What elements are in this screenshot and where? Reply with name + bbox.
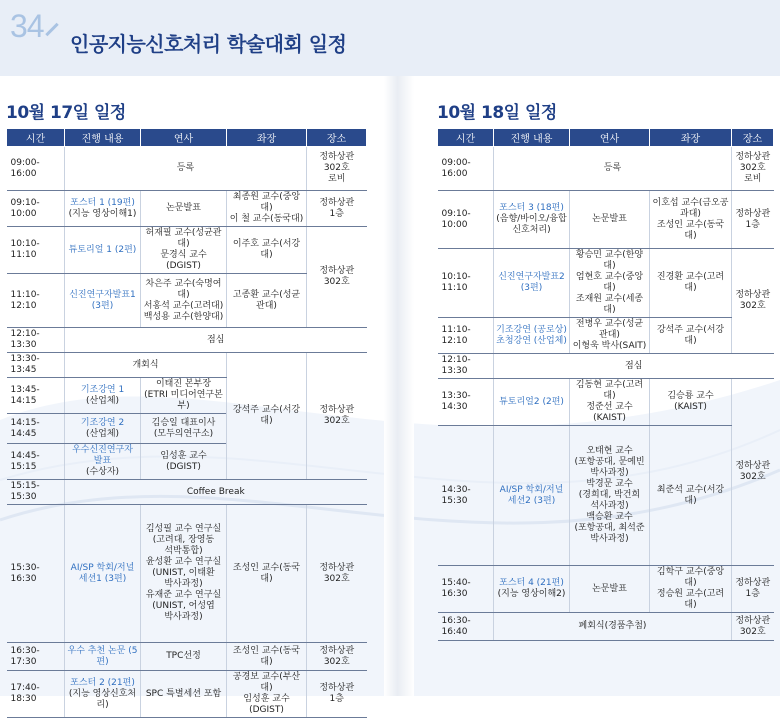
day1-title: 10월 17일 일정 — [6, 103, 126, 123]
time-cell: 14:45-15:15 — [7, 444, 65, 480]
table-row — [438, 379, 774, 426]
table-row — [7, 353, 367, 378]
time-cell: 15:30-16:30 — [7, 505, 65, 643]
session-subtitle: (산업체) — [85, 428, 120, 439]
speaker-cell: 논문발표 — [570, 566, 650, 613]
table-row — [438, 318, 774, 354]
session-cell: Coffee Break — [65, 480, 367, 505]
table-row — [7, 227, 367, 274]
column-header: 시간 — [7, 129, 65, 147]
session-cell: 등록 — [494, 147, 732, 191]
time-cell: 17:40-18:30 — [7, 671, 65, 718]
session-cell — [65, 414, 141, 444]
place-cell: 정하상관 1층 — [732, 566, 774, 613]
place-cell: 정하상관 302호 — [307, 227, 367, 328]
place-cell: 정하상관 302호 — [732, 379, 774, 566]
page-number: 34 — [10, 8, 44, 44]
speaker-cell: 오태현 교수 (포항공대, 문예빈 박사과정) 박경문 교수 (경희대, 박건희 석사과정) 백승환 교수 (포항공대, 최석준 박사과정) — [570, 426, 650, 566]
chair-cell: 김학구 교수(중앙대) 정승원 교수(고려대) — [650, 566, 732, 613]
speaker-cell: 허재필 교수(성균관대) 문경식 교수(DGIST) — [141, 227, 227, 274]
chair-cell: 최준석 교수(서강대) — [650, 426, 732, 566]
session-title: 포스터 2 (21편) — [70, 677, 135, 688]
session-cell — [494, 191, 570, 249]
column-header: 좌장 — [227, 129, 307, 147]
session-cell: AI/SP 학회/저널 세션1 (3편) — [65, 505, 141, 643]
time-cell: 11:10-12:10 — [438, 318, 494, 354]
time-cell: 13:30-14:30 — [438, 379, 494, 426]
day2-schedule-table — [437, 128, 774, 641]
time-cell: 15:40-16:30 — [438, 566, 494, 613]
table-header-row — [438, 129, 774, 147]
session-cell — [65, 191, 141, 227]
session-cell: 점심 — [494, 354, 774, 379]
speaker-cell: 김성필 교수 연구실 (고려대, 장영동 석박통합) 윤성환 교수 연구실 (UNIST, 이태환 박사과정) 유재준 교수 연구실 (UNIST, 어성엽 박사과정) — [141, 505, 227, 643]
time-cell: 12:10-13:30 — [438, 354, 494, 379]
speaker-cell: 황승민 교수(한양대) 엄현호 교수(중앙대) 조재원 교수(세종대) — [570, 249, 650, 318]
time-cell: 11:10-12:10 — [7, 274, 65, 328]
table-row — [438, 613, 774, 641]
place-cell: 정하상관 302호 — [732, 249, 774, 354]
time-cell: 09:10-10:00 — [438, 191, 494, 249]
session-title: 포스터 4 (21편) — [499, 578, 564, 588]
session-cell: 신진연구자발표2 (3편) — [494, 249, 570, 318]
table-row — [438, 566, 774, 613]
session-subtitle: (지능 영상이해2) — [497, 589, 566, 599]
time-cell: 16:30-16:40 — [438, 613, 494, 641]
time-cell: 09:00-16:00 — [438, 147, 494, 191]
column-header: 진행 내용 — [65, 129, 141, 147]
session-cell: 폐회식(경품추첨) — [494, 613, 732, 641]
page-title: 인공지능신호처리 학술대회 일정 — [70, 32, 347, 56]
place-cell: 정하상관 1층 — [307, 671, 367, 718]
speaker-cell: SPC 특별세션 포함 — [141, 671, 227, 718]
day1-schedule-table — [6, 128, 367, 718]
session-title: 기조강연 1 — [80, 384, 125, 395]
time-cell: 10:10-11:10 — [438, 249, 494, 318]
session-cell — [65, 378, 141, 414]
speaker-cell: 전병우 교수(성균관대) 이형욱 박사(SAIT) — [570, 318, 650, 354]
session-cell — [65, 671, 141, 718]
table-row — [7, 671, 367, 718]
table-row — [438, 191, 774, 249]
session-subtitle: (지능 영상이해1) — [68, 208, 137, 219]
table-row — [7, 191, 367, 227]
time-cell: 16:30-17:30 — [7, 643, 65, 671]
table-row — [438, 249, 774, 318]
time-cell: 10:10-11:10 — [7, 227, 65, 274]
day2-title: 10월 18일 일정 — [437, 103, 557, 123]
table-header-row — [7, 129, 367, 147]
session-subtitle: (산업체) — [85, 395, 120, 406]
place-cell: 정하상관 302호 — [307, 643, 367, 671]
session-subtitle: (지능 영상신호처리) — [68, 688, 137, 710]
place-cell: 정하상관 302호 — [307, 353, 367, 480]
column-header: 장소 — [307, 129, 367, 147]
place-cell: 정하상관 302호 — [307, 505, 367, 643]
session-title: 포스터 1 (19편) — [70, 197, 135, 208]
session-cell: 신진연구자발표1 (3편) — [65, 274, 141, 328]
chair-cell: 조성인 교수(동국대) — [227, 643, 307, 671]
table-row — [7, 328, 367, 353]
table-row — [7, 643, 367, 671]
session-subtitle: (음향/바이오/융합 신호처리) — [496, 214, 567, 235]
column-header: 연사 — [141, 129, 227, 147]
time-cell: 09:10-10:00 — [7, 191, 65, 227]
session-cell: 튜토리얼2 (2편) — [494, 379, 570, 426]
speaker-cell: 김승일 대표이사 (모두의연구소) — [141, 414, 227, 444]
session-cell: 기조강연 (공로상) 초청강연 (산업체) — [494, 318, 570, 354]
speaker-cell: 차은주 교수(숙명여대) 서홍석 교수(고려대) 백성용 교수(한양대) — [141, 274, 227, 328]
time-cell: 13:30-13:45 — [7, 353, 65, 378]
page-number-slash — [45, 23, 58, 36]
session-cell: 튜토리얼 1 (2편) — [65, 227, 141, 274]
chair-cell: 강석주 교수(서강대) — [227, 353, 307, 480]
place-cell: 정하상관 302호 로비 — [732, 147, 774, 191]
column-header: 장소 — [732, 129, 774, 147]
chair-cell: 최종원 교수(중앙대) 이 철 교수(동국대) — [227, 191, 307, 227]
column-header: 시간 — [438, 129, 494, 147]
place-cell: 정하상관 1층 — [307, 191, 367, 227]
table-row — [438, 354, 774, 379]
chair-cell: 강석주 교수(서강대) — [650, 318, 732, 354]
column-header: 연사 — [570, 129, 650, 147]
table-row — [438, 426, 774, 566]
place-cell: 정하상관 1층 — [732, 191, 774, 249]
speaker-cell: TPC선정 — [141, 643, 227, 671]
table-row — [7, 505, 367, 643]
session-cell: AI/SP 학회/저널 세션2 (3편) — [494, 426, 570, 566]
session-title: 우수신진연구자 발표 — [72, 445, 133, 466]
time-cell: 09:00-16:00 — [7, 147, 65, 191]
session-title: 포스터 3 (18편) — [499, 203, 564, 213]
chair-cell: 진경환 교수(고려대) — [650, 249, 732, 318]
column-header: 좌장 — [650, 129, 732, 147]
time-cell: 15:15-15:30 — [7, 480, 65, 505]
speaker-cell: 논문발표 — [570, 191, 650, 249]
session-cell: 등록 — [65, 147, 307, 191]
session-title: 기조강연 2 — [80, 417, 125, 428]
session-cell: 개회식 — [65, 353, 227, 378]
speaker-cell: 이태진 본부장 (ETRI 미디어연구본부) — [141, 378, 227, 414]
speaker-cell: 논문발표 — [141, 191, 227, 227]
time-cell: 13:45-14:15 — [7, 378, 65, 414]
book-spine-shadow — [384, 76, 414, 696]
time-cell: 12:10-13:30 — [7, 328, 65, 353]
chair-cell: 이주호 교수(서강대) — [227, 227, 307, 274]
page-header — [0, 0, 780, 76]
session-cell: 우수 추천 논문 (5편) — [65, 643, 141, 671]
session-cell — [65, 444, 141, 480]
place-cell: 정하상관 302호 로비 — [307, 147, 367, 191]
chair-cell: 이호섭 교수(금오공과대) 조성인 교수(동국대) — [650, 191, 732, 249]
chair-cell: 조성인 교수(동국대) — [227, 505, 307, 643]
chair-cell: 고종환 교수(성균관대) — [227, 274, 307, 328]
table-row — [7, 480, 367, 505]
chair-cell: 공경보 교수(부산대) 임성훈 교수(DGIST) — [227, 671, 307, 718]
time-cell: 14:15-14:45 — [7, 414, 65, 444]
table-row — [7, 147, 367, 191]
chair-cell: 김승룡 교수(KAIST) — [650, 379, 732, 426]
session-subtitle: (수상자) — [85, 467, 120, 477]
column-header: 진행 내용 — [494, 129, 570, 147]
speaker-cell: 임성훈 교수(DGIST) — [141, 444, 227, 480]
time-cell: 14:30-15:30 — [438, 426, 494, 566]
place-cell: 정하상관 302호 — [732, 613, 774, 641]
table-row — [438, 147, 774, 191]
speaker-cell: 김동현 교수(고려대) 정준선 교수(KAIST) — [570, 379, 650, 426]
session-cell — [494, 566, 570, 613]
session-cell: 점심 — [65, 328, 367, 353]
